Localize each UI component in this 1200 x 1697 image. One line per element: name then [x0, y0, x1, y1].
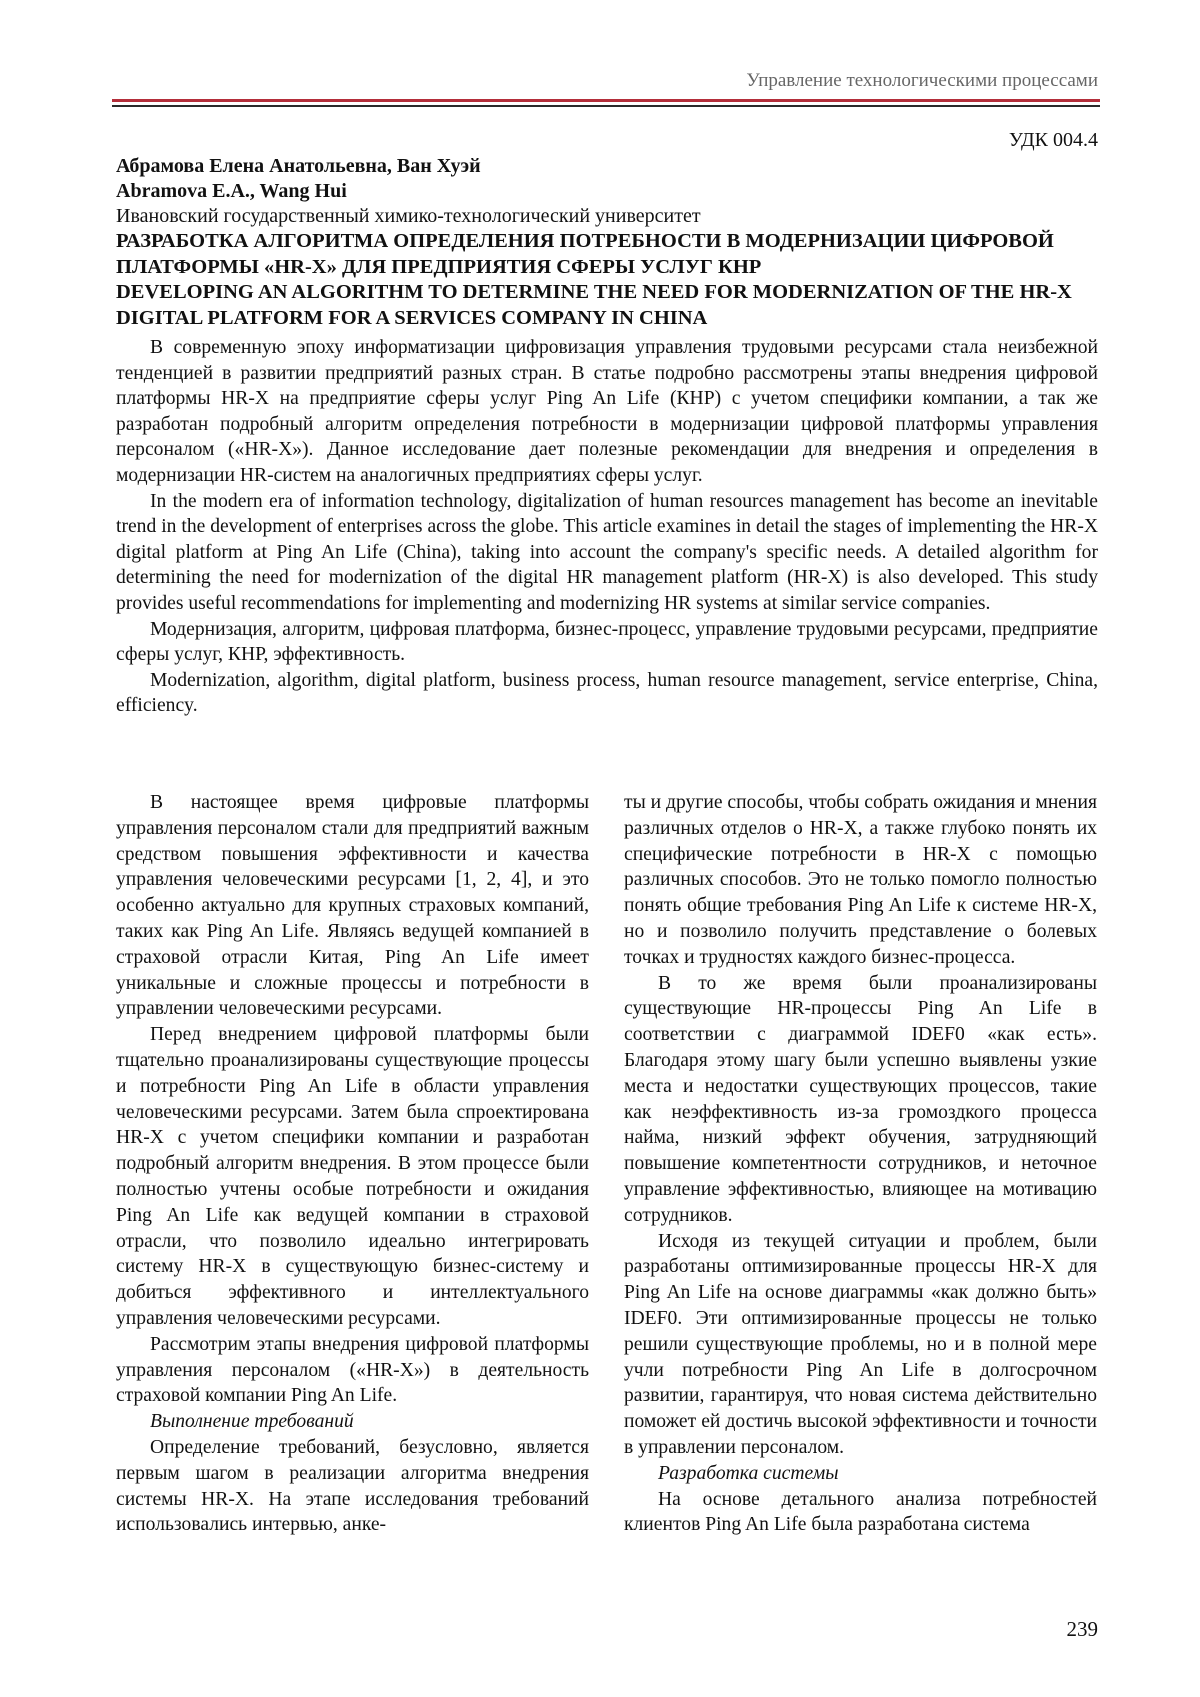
title-ru: РАЗРАБОТКА АЛГОРИТМА ОПРЕДЕЛЕНИЯ ПОТРЕБНОСТИ В МОДЕРНИЗАЦИИ ЦИФРОВОЙ ПЛАТФОРМЫ «HR-X» ДЛЯ ПРЕДПРИЯТИЯ СФЕРЫ УСЛУГ КНР [116, 230, 1054, 278]
body-paragraph: Определение требований, безусловно, является первым шагом в реализации алгоритма внедрения системы HR-X. На этапе исследования требований использовались интервью, анке- [116, 1436, 589, 1536]
title-en: DEVELOPING AN ALGORITHM TO DETERMINE THE NEED FOR MODERNIZATION OF THE HR-X DIGITAL PLATFORM FOR A SERVICES COMPANY IN CHINA [116, 281, 1072, 329]
section-heading: Выполнение требований [150, 1411, 354, 1433]
article-header [116, 154, 1098, 331]
body-paragraph: Рассмотрим этапы внедрения цифровой платформы управления персоналом («HR-X») в деятельность страховой компании Ping An Life. [116, 1333, 589, 1407]
body-paragraph: Перед внедрением цифровой платформы были тщательно проанализированы существующие процессы и потребности Ping An Life в области управления человеческими ресурсами. Затем была спроектирована HR-X с учетом специфики компании и разработан подробный алгоритм внедрения. В этом процессе были полностью учтены особые потребности и ожидания Ping An Life как ведущей компании в страховой отрасли, что позволило идеально интегрировать систему HR-X в существующую бизнес-систему и добиться эффективного и интеллектуального управления человеческими ресурсами. [116, 1024, 589, 1329]
running-header: Управление технологическими процессами [746, 70, 1098, 91]
abstract-en: In the modern era of information technology, digitalization of human resources management has become an inevitable trend in the development of enterprises across the globe. This article examines in detail the stages of implementing the HR-X digital platform at Ping An Life (China), taking into account the company's specific needs. A detailed algorithm for determining the need for modernization of the digital HR management platform (HR-X) is also developed. This study provides useful recommendations for implementing and modernizing HR systems at similar service companies. [116, 490, 1098, 614]
section-heading: Разработка системы [658, 1462, 839, 1484]
authors-ru: Абрамова Елена Анатольевна, Ван Хуэй [116, 155, 481, 177]
header-rule-dark [112, 105, 1100, 107]
body-column-right [624, 790, 1097, 1538]
body-paragraph: ты и другие способы, чтобы собрать ожидания и мнения различных отделов о HR-X, а также глубоко понять их специфические потребности в HR-X с помощью различных способов. Это не только помогло полностью понять общие требования Ping An Life к системе HR-X, но и позволило получить представление о болевых точках и трудностях каждого бизнес-процесса. [624, 792, 1097, 968]
abstract-ru: В современную эпоху информатизации цифровизация управления трудовыми ресурсами стала неизбежной тенденцией в развитии предприятий разных стран. В статье подробно рассмотрены этапы внедрения цифровой платформы HR-X на предприятие сферы услуг Ping An Life (КНР) с учетом специфики компании, а так же разработан подробный алгоритм определения потребности в модернизации цифровой платформы управления персоналом («HR-X»). Данное исследование дает полезные рекомендации для внедрения и определения в модернизации HR-систем на аналогичных предприятиях сферы услуг. [116, 337, 1098, 486]
authors-en: Abramova E.A., Wang Hui [116, 180, 347, 202]
header-rule-accent [112, 99, 1100, 102]
keywords-ru: Модернизация, алгоритм, цифровая платформа, бизнес-процесс, управление трудовыми ресурсами, предприятие сферы услуг, КНР, эффективность. [116, 618, 1098, 666]
body-paragraph: В то же время были проанализированы существующие HR-процессы Ping An Life в соответствии с диаграммой IDEF0 «как есть». Благодаря этому шагу были успешно выявлены узкие места и недостатки существующих процессов, такие как неэффективность из-за громоздкого процесса найма, низкий эффект обучения, затрудняющий повышение компетентности сотрудников, и неточное управление эффективностью, влияющее на мотивацию сотрудников. [624, 972, 1097, 1226]
abstract-block [116, 335, 1098, 719]
affiliation: Ивановский государственный химико-технологический университет [116, 205, 701, 227]
page-number: 239 [1066, 1617, 1098, 1641]
body-column-left [116, 790, 589, 1538]
udk-code: УДК 004.4 [1008, 129, 1098, 151]
body-paragraph: Исходя из текущей ситуации и проблем, были разработаны оптимизированные процессы HR-X для Ping An Life на основе диаграммы «как должно быть» IDEF0. Эти оптимизированные процессы не только решили существующие проблемы, но и в полной мере учли потребности Ping An Life в долгосрочном развитии, гарантируя, что новая система действительно поможет ей достичь высокой эффективности и точности в управлении персоналом. [624, 1230, 1097, 1458]
keywords-en: Modernization, algorithm, digital platform, business process, human resource management, service enterprise, China, efficiency. [116, 669, 1098, 717]
body-paragraph: На основе детального анализа потребностей клиентов Ping An Life была разработана система [624, 1488, 1097, 1536]
body-paragraph: В настоящее время цифровые платформы управления персоналом стали для предприятий важным средством повышения эффективности и качества управления человеческими ресурсами [1, 2, 4], и это особенно актуально для крупных страховых компаний, таких как Ping An Life. Являясь ведущей компанией в страховой отрасли Китая, Ping An Life имеет уникальные и сложные процессы и потребности в управлении человеческими ресурсами. [116, 792, 589, 1020]
